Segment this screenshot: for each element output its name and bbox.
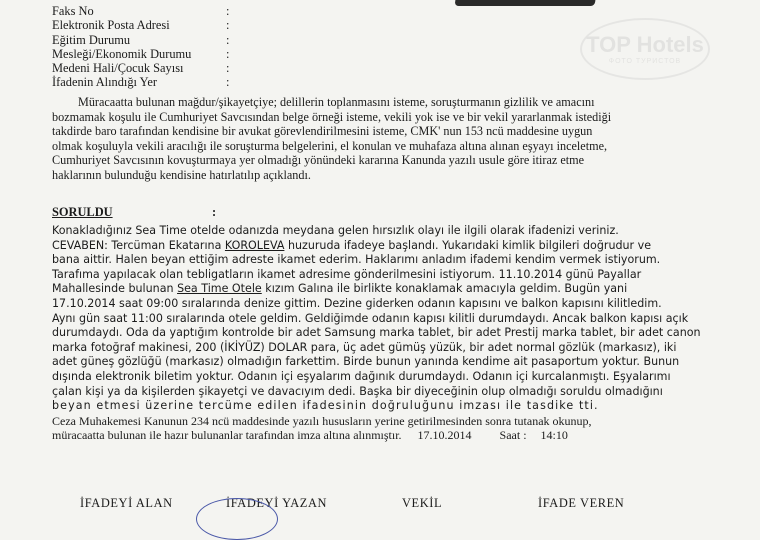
statement-line: Konakladığınız Sea Time otelde odanızda meydana gelen hırsızlık olayı ile ilgili olarak ifadenizi veriniz. [52,224,619,237]
statement-line: Mahallesinde bulunan Sea Time Otele kızım Galına ile birlikte konaklamak amacıyla geldim. Bugün yani [52,282,628,296]
paragraph-line: takdirde baro tarafından kendisine bir avukat görevlendirilmesini isteme, CMK' nun 153 ncü maddesine uygun [52,124,593,139]
statement-date: 17.10.2014 [417,428,472,443]
field-fax: Faks No : [52,4,230,18]
statement-line: müracaatta bulunan ile hazır bulunanlar tarafından imza altına alınmıştır. 17.10.2014 Saat : 14:10 [52,428,568,443]
field-marital-status: Medeni Hali/Çocuk Sayısı : [52,61,230,76]
handwritten-mark [455,0,596,6]
statement-time-label: Saat : [499,428,527,443]
field-email: Elektronik Posta Adresi : [52,18,230,33]
statement-line: Ceza Muhakemesi Kanunun 234 ncü maddesinde yazılı hususların yerine getirilmesinden sonra tutanak okunup, [52,413,592,428]
paragraph-line: Cumhuriyet Savcısının kovuşturmaya yer olmadığı yönündeki kararına Kanunda yazılı usule göre itiraz etme [52,153,585,168]
rights-paragraph [52,95,611,183]
statement-line: marka fotoğraf makinesi, 200 (İKİYÜZ) DOLAR para, üç adet gümüş yüzük, bir adet normal gözlük (markasız), iki [52,340,677,354]
statement-line: durumdaydı. Oda da yaptığım kontrolde bir adet Samsung marka tablet, bir adet Prestij marka tablet, bir adet canon [52,326,701,340]
statement-line: adet güneş gözlüğü (markasız) olmadığın farkettim. Birde bunun yanında kendime ait pasaportum yoktur. Bunun [52,355,680,369]
paragraph-line: olmak koşuluyla vekili aracılığı ile soruşturma belgelerini, el konulan ve muhafaza altına alınan eşyayı inceletme, [52,138,608,153]
statement-line: dışında elektronik biletim yoktur. Odanın içi eşyalarım dağınık durumdaydı. Odanın içi kurcalanmıştı. Eşyalarımı [52,369,671,383]
signature-taker: İFADEYİ ALAN [80,496,173,510]
signature-giver: İFADE VEREN [538,496,625,510]
paragraph-line: haklarının bulunduğu kendisine hatırlatılıp açıklandı. [52,167,311,182]
personal-info-fields [52,4,230,90]
statement-line: Aynı gün saat 11:00 sıralarında otele geldim. Geldiğimde odanın kapısı kilitli durumdaydı. Ancak balkon kapısı açık [52,311,689,325]
statement-line: çalan kişi ya da kişilerden şikayetçi ve davacıyım dedi. Başka bir diyeceğinin olup olmadığı soruldu olmadığını [52,384,663,398]
soruldu-heading: SORULDU : [52,205,217,219]
statement-line: beyan etmesi üzerine tercüme edilen ifadesinin doğruluğunu imzası ile tasdike tti. [52,399,599,413]
signature-attorney: VEKİL [402,496,443,510]
field-education: Eğitim Durumu : [52,32,230,47]
statement-body [52,224,701,443]
field-statement-location: İfadenin Alındığı Yer : [52,75,230,90]
statement-line: CEVABEN: Tercüman Ekatarına KOROLEVA huzuruda ifadeye başlandı. Yukarıdaki kimlik bilgileri doğrudur ve [52,238,652,252]
official-stamp [196,498,278,540]
statement-line: Tarafıma yapılacak olan tebligatların ikamet adresime gönderilmesini istiyorum. 11.10.2014 günü Payallar [52,267,642,281]
paragraph-line: Müracaatta bulunan mağdur/şikayetçiye; delillerin toplanmasını isteme, soruşturmanın gizlilik ve amacını [78,95,595,109]
watermark-logo: TOP Hotels ФОТО ТУРИСТОВ [580,18,710,80]
signature-writer: İFADEYİ YAZAN [226,496,328,510]
field-occupation: Mesleği/Ekonomik Durumu : [52,46,230,61]
statement-line: bana aittir. Halen beyan ettiğim adreste ikamet ederim. Haklarımı anladım ifademi kendim vermek istiyorum. [52,253,661,267]
statement-line: 17.10.2014 saat 09:00 sıralarında denize gittim. Dezine giderken odanın kapısını ve balkon kapısını kilitledim. [52,296,662,310]
statement-time: 14:10 [540,428,568,443]
paragraph-line: bozmamak koşulu ile Cumhuriyet Savcısından belge örneği isteme, vekili yok ise ve bir vekil yararlanmak istediği [52,109,612,124]
